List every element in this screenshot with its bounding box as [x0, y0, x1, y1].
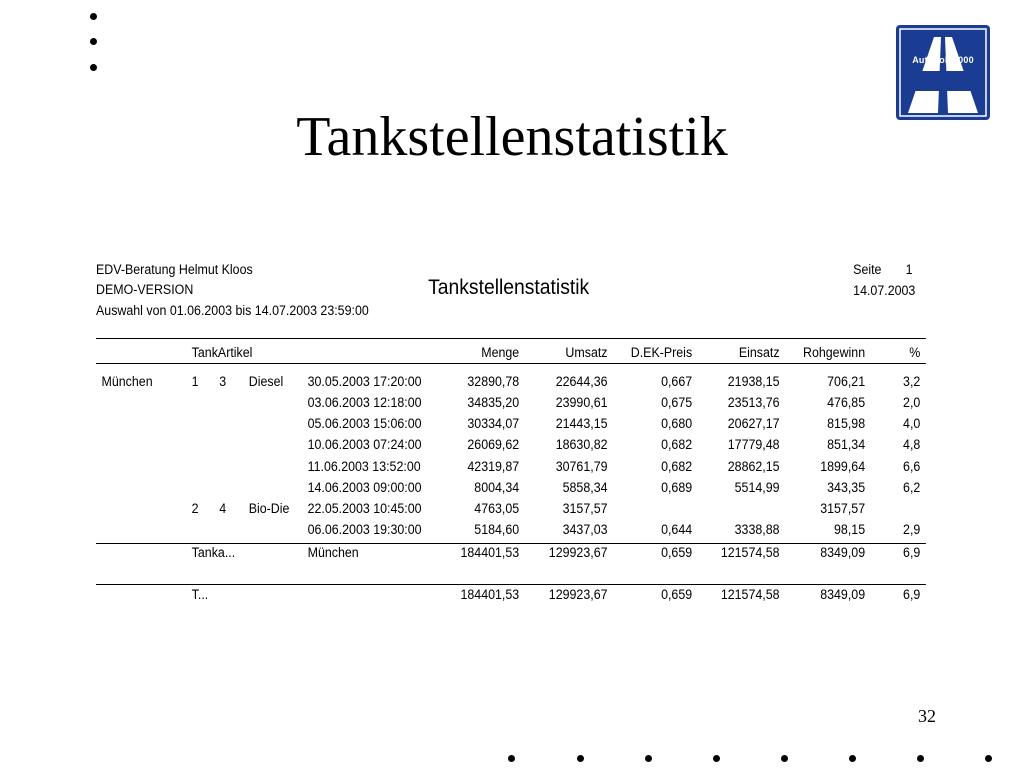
- group-nr2: 3: [219, 374, 227, 389]
- total-menge: 184401,53: [460, 587, 520, 602]
- row-datetime: 05.06.2003 15:06:00: [307, 416, 422, 431]
- row-umsatz: 21443,15: [555, 416, 608, 431]
- total-prozent: 6,9: [903, 587, 921, 602]
- row-prozent: 6,6: [903, 459, 921, 474]
- row-datetime: 10.06.2003 07:24:00: [307, 437, 422, 452]
- group-article: Diesel: [248, 374, 284, 389]
- report-company: EDV-Beratung Helmut Kloos: [96, 262, 253, 277]
- column-header-tankartikel: TankArtikel: [191, 345, 253, 360]
- row-dek-preis: 0,667: [661, 374, 693, 389]
- row-einsatz: 20627,17: [727, 416, 780, 431]
- logo-name: Autopoll 2000: [912, 55, 974, 65]
- row-einsatz: 5514,99: [734, 480, 780, 495]
- row-umsatz: 18630,82: [555, 437, 608, 452]
- row-dek-preis: 0,682: [661, 437, 693, 452]
- row-umsatz: 23990,61: [555, 395, 608, 410]
- total-umsatz: 129923,67: [548, 587, 608, 602]
- table-row: [96, 435, 926, 455]
- column-header-umsatz: Umsatz: [565, 345, 608, 360]
- decorative-dot: [508, 755, 515, 762]
- row-datetime: 22.05.2003 10:45:00: [307, 501, 422, 516]
- total-label: T...: [191, 587, 209, 602]
- row-prozent: 3,2: [903, 374, 921, 389]
- row-umsatz: 3437,03: [562, 522, 608, 537]
- row-menge: 26069,62: [467, 437, 520, 452]
- report-date: 14.07.2003: [853, 283, 916, 298]
- row-rohgewinn: 1899,64: [820, 459, 866, 474]
- row-menge: 30334,07: [467, 416, 520, 431]
- row-rohgewinn: 851,34: [827, 437, 866, 452]
- row-dek-preis: 0,689: [661, 480, 693, 495]
- decorative-dot: [90, 13, 97, 20]
- subtotal-dek-preis: 0,659: [661, 545, 693, 560]
- subtotal-umsatz: 129923,67: [548, 545, 608, 560]
- row-menge: 32890,78: [467, 374, 520, 389]
- row-datetime: 03.06.2003 12:18:00: [307, 395, 422, 410]
- table-row: [96, 414, 926, 434]
- row-menge: 4763,05: [474, 501, 520, 516]
- row-einsatz: 17779,48: [727, 437, 780, 452]
- decorative-dot: [781, 755, 788, 762]
- row-dek-preis: 0,675: [661, 395, 693, 410]
- row-datetime: 11.06.2003 13:52:00: [307, 459, 421, 474]
- row-rohgewinn: 476,85: [827, 395, 866, 410]
- row-menge: 42319,87: [467, 459, 520, 474]
- decorative-dot: [577, 755, 584, 762]
- row-prozent: 4,8: [903, 437, 921, 452]
- group-nr2: 4: [219, 501, 227, 516]
- report-sheet: [96, 258, 921, 618]
- row-dek-preis: 0,680: [661, 416, 693, 431]
- row-prozent: 2,9: [903, 522, 921, 537]
- decorative-dot: [645, 755, 652, 762]
- column-header-prozent: %: [909, 345, 921, 360]
- column-header-menge: Menge: [481, 345, 520, 360]
- divider: [96, 338, 926, 339]
- row-umsatz: 3157,57: [562, 501, 608, 516]
- table-row: [96, 499, 926, 519]
- row-menge: 5184,60: [474, 522, 520, 537]
- row-dek-preis: 0,644: [661, 522, 693, 537]
- row-datetime: 30.05.2003 17:20:00: [307, 374, 422, 389]
- total-row: [96, 585, 926, 605]
- subtotal-station: München: [307, 545, 359, 560]
- row-rohgewinn: 343,35: [827, 480, 866, 495]
- table-row: [96, 457, 926, 477]
- group-article: Bio-Die: [248, 501, 290, 516]
- subtotal-rohgewinn: 8349,09: [820, 545, 866, 560]
- divider: [96, 363, 926, 364]
- decorative-dot: [985, 755, 992, 762]
- decorative-dot: [90, 38, 97, 45]
- row-umsatz: 22644,36: [555, 374, 608, 389]
- report-title: Tankstellenstatistik: [428, 276, 590, 299]
- row-einsatz: 21938,15: [727, 374, 780, 389]
- row-umsatz: 30761,79: [555, 459, 608, 474]
- row-prozent: 4,0: [903, 416, 921, 431]
- row-prozent: 2,0: [903, 395, 921, 410]
- row-datetime: 06.06.2003 19:30:00: [307, 522, 422, 537]
- row-rohgewinn: 815,98: [827, 416, 866, 431]
- total-rohgewinn: 8349,09: [820, 587, 866, 602]
- total-einsatz: 121574,58: [720, 587, 780, 602]
- subtotal-label: Tanka...: [191, 545, 236, 560]
- slide-title: Tankstellenstatistik: [296, 106, 728, 168]
- report-version: DEMO-VERSION: [96, 282, 194, 297]
- row-rohgewinn: 3157,57: [820, 501, 866, 516]
- row-umsatz: 5858,34: [562, 480, 608, 495]
- row-menge: 34835,20: [467, 395, 520, 410]
- group-nr1: 2: [191, 501, 199, 516]
- row-einsatz: 3338,88: [734, 522, 780, 537]
- row-datetime: 14.06.2003 09:00:00: [307, 480, 422, 495]
- subtotal-einsatz: 121574,58: [720, 545, 780, 560]
- total-dek-preis: 0,659: [661, 587, 693, 602]
- report-page-value: 1: [905, 262, 913, 277]
- decorative-dot: [90, 64, 97, 71]
- table-row: [96, 478, 926, 498]
- row-rohgewinn: 706,21: [827, 374, 866, 389]
- page-number: 32: [918, 706, 936, 726]
- column-header-rohgewinn: Rohgewinn: [802, 345, 866, 360]
- subtotal-row: [96, 543, 926, 563]
- decorative-dot: [917, 755, 924, 762]
- subtotal-menge: 184401,53: [460, 545, 520, 560]
- table-row: [96, 372, 926, 392]
- row-einsatz: 23513,76: [727, 395, 780, 410]
- table-row: [96, 393, 926, 413]
- decorative-dot: [713, 755, 720, 762]
- table-row: [96, 520, 926, 540]
- report-selection: Auswahl von 01.06.2003 bis 14.07.2003 23:59:00: [96, 303, 369, 318]
- row-menge: 8004,34: [474, 480, 520, 495]
- row-rohgewinn: 98,15: [834, 522, 866, 537]
- row-prozent: 6,2: [903, 480, 921, 495]
- column-header-dek-preis: D.EK-Preis: [630, 345, 693, 360]
- group-nr1: 1: [191, 374, 199, 389]
- decorative-dot: [849, 755, 856, 762]
- row-einsatz: 28862,15: [727, 459, 780, 474]
- report-page-label: Seite: [853, 262, 882, 277]
- column-header-einsatz: Einsatz: [738, 345, 780, 360]
- station-name: München: [101, 374, 153, 389]
- row-dek-preis: 0,682: [661, 459, 693, 474]
- subtotal-prozent: 6,9: [903, 545, 921, 560]
